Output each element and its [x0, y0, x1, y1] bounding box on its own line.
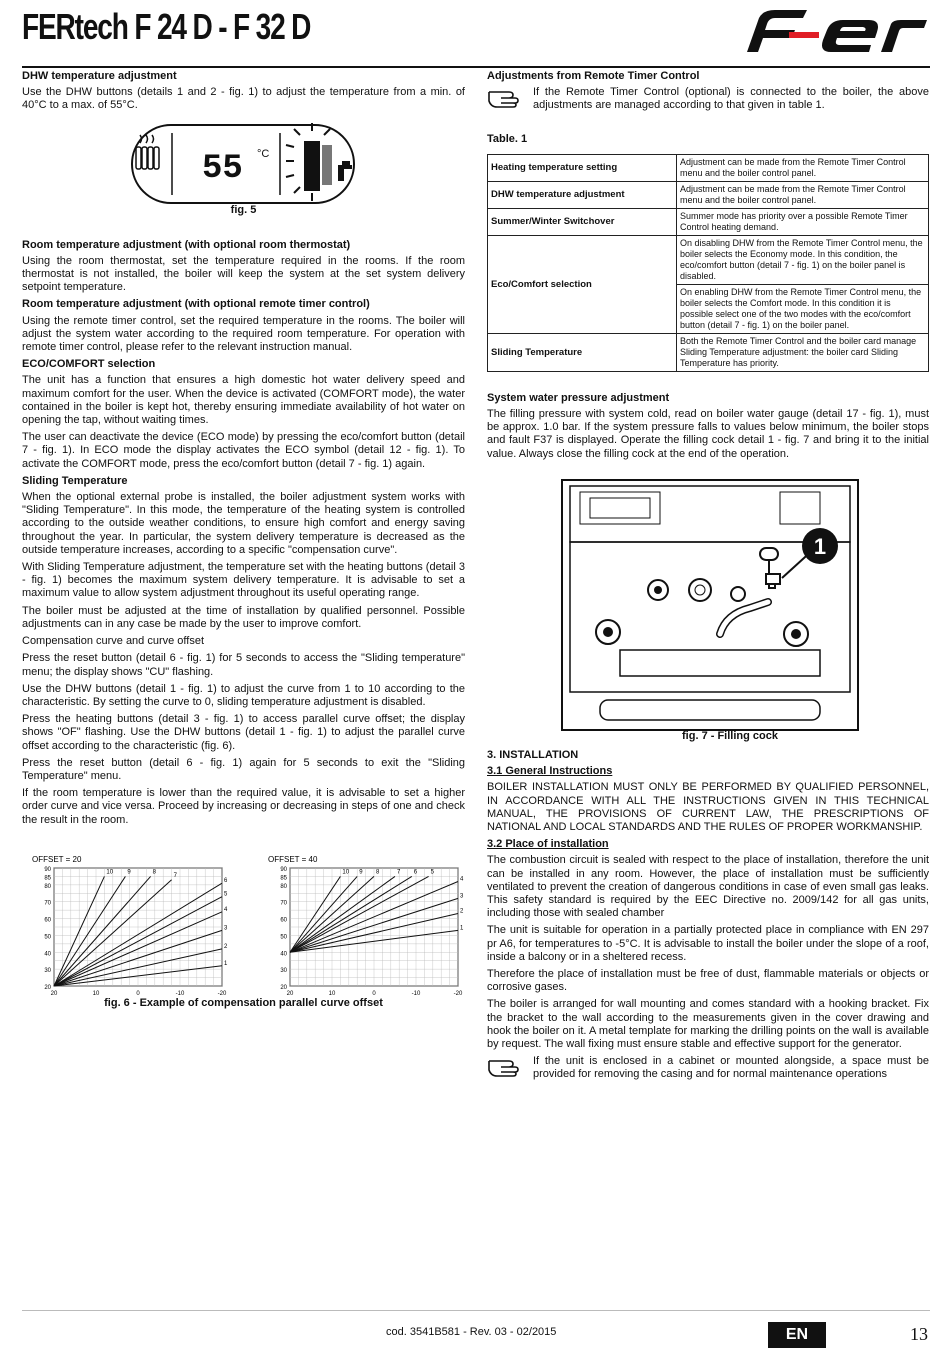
compensation-text-2: Use the DHW buttons (detail 1 - fig. 1) to adjust the curve from 1 to 10 according to the characteristic. By setting the curve to 0, sliding temperature adjustment is disabled. — [22, 682, 465, 708]
general-instructions-text: BOILER INSTALLATION MUST ONLY BE PERFORMED BY QUALIFIED PERSONNEL, IN ACCORDANCE WITH ALL THE INSTRUCTIONS GIVEN IN THIS TECHNICAL MANUAL, THE PROVISIONS OF CURRENT LAW, THE PRESCRIPTIONS OF NATIONAL AND LOCAL STANDARDS AND THE RULES OF PROPER WORKMANSHIP. — [487, 781, 929, 834]
right-column — [487, 70, 929, 465]
eco-comfort-text-1: The unit has a function that ensures a high domestic hot water delivery speed and maximum comfort for the user. When the device is activated (COMFORT mode), the water contained in the boiler is kept hot, thereby ensuring immediate availability of hot water on opening the tap, without waiting times. — [22, 374, 465, 427]
eco-comfort-heading: ECO/COMFORT selection — [22, 358, 156, 371]
fig7-caption: fig. 7 - Filling cock — [682, 730, 778, 742]
pressure-text: The filling pressure with system cold, read on boiler water gauge (detail 17 - fig. 1), must be approx. 1.0 bar. If the system pressure falls to values below minimum, the boiler stops and fault F37 is displayed. Operate the filling cock detail 1 - fig. 7 and bring it to the initial value. Always close the filling cock at the end of the operation. — [487, 408, 929, 460]
language-badge: EN — [768, 1322, 826, 1348]
table-key-cell: DHW temperature adjustment — [488, 181, 677, 208]
place-heading: 3.2 Place of installation — [487, 838, 609, 851]
chart-title: OFFSET = 40 — [268, 855, 318, 864]
y-tick-label: 85 — [44, 875, 51, 882]
installation-heading: 3. INSTALLATION — [487, 749, 579, 761]
curve-label: 7 — [397, 869, 401, 876]
table-row — [488, 333, 929, 371]
curve-label: 2 — [224, 943, 228, 950]
compensation-text-4: Press the reset button (detail 6 - fig. 1) again for 5 seconds to exit the "Sliding Temperature" menu. — [22, 756, 465, 782]
pressure-heading: System water pressure adjustment — [487, 391, 670, 404]
pointing-hand-icon — [487, 86, 527, 108]
remote-heading: Adjustments from Remote Timer Control — [487, 70, 700, 82]
table-key-cell: Sliding Temperature — [488, 333, 677, 371]
y-tick-label: 30 — [44, 968, 51, 975]
dhw-text: Use the DHW buttons (details 1 and 2 - fig. 1) to adjust the temperature from a min. of 40°C to a max. of 55°C. — [22, 86, 465, 112]
y-tick-label: 50 — [44, 934, 51, 941]
fig5-caption: fig. 5 — [230, 203, 257, 216]
general-instructions-heading: 3.1 General Instructions — [487, 765, 613, 778]
header-rule — [22, 66, 930, 68]
x-tick-label: 20 — [50, 991, 58, 997]
y-tick-label: 60 — [280, 917, 287, 924]
curve-label: 6 — [413, 869, 418, 876]
curve-label: 9 — [359, 869, 363, 876]
remote-note — [487, 86, 929, 112]
y-tick-label: 30 — [280, 968, 287, 975]
y-tick-label: 20 — [280, 985, 287, 991]
room-thermostat-heading: Room temperature adjustment (with optional room thermostat) — [22, 238, 351, 251]
x-tick-label: -20 — [453, 991, 463, 997]
compensation-text-5: If the room temperature is lower than the required value, it is advisable to set a higher order curve and vice versa. Proceed by increasing or decreasing in steps of one and check the result in the room. — [22, 787, 465, 826]
x-tick-label: 10 — [328, 991, 336, 997]
table-key-cell: Heating temperature setting — [488, 154, 677, 181]
cabinet-note — [487, 1055, 929, 1081]
eco-comfort-text-2: The user can deactivate the device (ECO mode) by pressing the eco/comfort button (detail 7 - fig. 1). In ECO mode the display activates the ECO symbol (detail 12 - fig. 1). To activate the COMFORT mode, press the eco/comfort button (detail 7 - fig. 1) again. — [22, 431, 465, 470]
room-timer-heading: Room temperature adjustment (with optional remote timer control) — [22, 298, 370, 311]
curve-label: 5 — [224, 891, 228, 898]
chart-title: OFFSET = 20 — [32, 855, 82, 864]
table-row — [488, 235, 929, 284]
y-tick-label: 80 — [280, 883, 287, 890]
curve-label: 5 — [430, 869, 434, 876]
remote-control-table — [487, 154, 929, 372]
compensation-heading: Compensation curve and curve offset — [22, 635, 205, 648]
y-tick-label: 40 — [280, 951, 287, 958]
y-tick-label: 80 — [44, 883, 51, 890]
fig7-callout: 1 — [813, 534, 827, 559]
y-tick-label: 40 — [44, 951, 51, 958]
place-text-2: The unit is suitable for operation in a partially protected place in compliance with EN 297 pr A6, for temperatures to -5°C. It is advisable to install the boiler under the slope of a roof, inside a balcony or in a sheltered recess. — [487, 924, 929, 963]
table-key-cell: Eco/Comfort selection — [488, 235, 677, 333]
dhw-heading: DHW temperature adjustment — [22, 70, 177, 82]
pointing-hand-icon — [487, 1055, 527, 1077]
curve-label: 1 — [460, 925, 464, 932]
x-tick-label: 10 — [92, 991, 100, 997]
place-text-1: The combustion circuit is sealed with respect to the place of installation, therefore the unit can be installed in any room. However, the place of installation must be sufficiently ventilated to prevent the creation of dangerous conditions in case of even small gas leaks. This safety standard is required by the EEC Directive no. 2009/142 for all gas units, including those with sealed chamber — [487, 854, 929, 920]
table-row — [488, 154, 929, 181]
x-tick-label: -10 — [411, 991, 421, 997]
left-column — [22, 70, 465, 831]
room-thermostat-text: Using the room thermostat, set the temperature required in the rooms. If the room thermostat is not installed, the boiler will keep the system at the set system delivery setpoint temperature. — [22, 254, 465, 294]
curve-label: 3 — [460, 893, 464, 900]
fig6-caption: fig. 6 - Example of compensation parallel curve offset — [104, 997, 383, 1009]
table-value-cell: On enabling DHW from the Remote Timer Control menu, the boiler selects the Comfort mode. In this condition it is possible select one of the two modes with the eco/comfort button (detail 7 - fig. 1) on the boiler panel. — [677, 284, 929, 333]
document-code: cod. 3541B581 - Rev. 03 - 02/2015 — [386, 1326, 557, 1338]
fig6-compensation-charts — [22, 852, 465, 1000]
curve-label: 10 — [106, 869, 114, 876]
room-timer-text: Using the remote timer control, set the required temperature in the rooms. The boiler will adjust the system water according to the required room temperature. For operation with remote timer control, please refer to the relevant instruction manual. — [22, 314, 465, 354]
curve-label: 4 — [224, 906, 228, 913]
y-tick-label: 90 — [280, 867, 287, 873]
table-value-cell: Summer mode has priority over a possible Remote Timer Control heating demand. — [677, 208, 929, 235]
footer-rule — [22, 1310, 930, 1311]
installation-section — [487, 749, 929, 1082]
table-value-cell: Adjustment can be made from the Remote Timer Control menu and the boiler control panel. — [677, 154, 929, 181]
place-text-3: Therefore the place of installation must be free of dust, flammable materials or objects or corrosive gases. — [487, 968, 929, 994]
table-caption: Table. 1 — [487, 132, 528, 145]
curve-label: 8 — [152, 869, 156, 876]
table-value-cell: On disabling DHW from the Remote Timer Control menu, the boiler selects the Economy mode. In this condition, the eco/comfort button (detail 7 - fig. 1) on the boiler panel is disabled. — [677, 235, 929, 284]
display-value: 55 — [202, 149, 243, 188]
curve-label: 7 — [173, 872, 177, 879]
x-tick-label: 20 — [286, 991, 294, 997]
compensation-text-1: Press the reset button (detail 6 - fig. 1) for 5 seconds to access the "Sliding temperature" menu; the display shows "CU" flashing. — [22, 652, 465, 678]
y-tick-label: 85 — [280, 875, 287, 882]
curve-label: 1 — [224, 960, 228, 967]
table-row — [488, 181, 929, 208]
curve-label: 2 — [460, 908, 464, 915]
y-tick-label: 70 — [44, 900, 51, 907]
y-tick-label: 70 — [280, 900, 287, 907]
curve-line — [290, 876, 412, 952]
fig7-boiler-drawing — [560, 478, 860, 732]
sliding-text-1: When the optional external probe is installed, the boiler adjustment system works with "Sliding Temperature". In this mode, the temperature of the heating system is controlled according to the outside weather conditions, to ensure high comfort and energy saving throughout the year. In particular, the system delivery temperature is decreased as the outside temperature increases, according to a specific "compensation curve". — [22, 491, 465, 556]
table-row — [488, 208, 929, 235]
y-tick-label: 20 — [44, 985, 51, 991]
curve-label: 3 — [224, 925, 228, 932]
curve-label: 6 — [224, 878, 228, 885]
compensation-text-3: Press the heating buttons (detail 3 - fig. 1) to access parallel curve offset; the display shows "OF" flashing. Use the DHW buttons (detail 1 - fig. 1) to adjust the parallel curve offset according to the characteristic (fig. 6). — [22, 713, 465, 752]
y-tick-label: 90 — [44, 867, 51, 873]
x-tick-label: 0 — [372, 991, 376, 997]
table-value-cell: Adjustment can be made from the Remote Timer Control menu and the boiler control panel. — [677, 181, 929, 208]
x-tick-label: -10 — [175, 991, 185, 997]
display-unit: °C — [257, 147, 270, 160]
cabinet-note-text: If the unit is enclosed in a cabinet or mounted alongside, a space must be provided for removing the casing and for normal maintenance operations — [533, 1055, 929, 1081]
x-tick-label: 0 — [136, 991, 140, 997]
sliding-text-3: The boiler must be adjusted at the time of installation by qualified personnel. Possible adjustments can in any case be made by the user to improve comfort. — [22, 604, 465, 630]
sliding-text-2: With Sliding Temperature adjustment, the temperature set with the heating buttons (detail 3 - fig. 1) becomes the maximum system delivery temperature. It is advisable to set a maximum value to allow system adjustment throughout its useful operating range. — [22, 561, 465, 600]
curve-label: 4 — [460, 876, 464, 883]
curve-label: 8 — [376, 869, 380, 876]
fer-logo — [745, 8, 930, 54]
place-text-4: The boiler is arranged for wall mounting and comes standard with a hooking bracket. Fix the bracket to the wall according to the measurements given in the cover drawing and hook the boiler on it. A metal template for marking the drilling points on the wall is available by request. The wall fixing must ensure stable and effective support for the generator. — [487, 998, 929, 1051]
y-tick-label: 50 — [280, 934, 287, 941]
x-tick-label: -20 — [217, 991, 227, 997]
curve-label: 9 — [127, 869, 131, 876]
fig5-figure — [22, 121, 465, 231]
table-key-cell: Summer/Winter Switchover — [488, 208, 677, 235]
table-value-cell: Both the Remote Timer Control and the boiler card manage Sliding Temperature adjustment: the boiler card Sliding Temperature has priority. — [677, 333, 929, 371]
remote-text: If the Remote Timer Control (optional) is connected to the boiler, the above adjustments are managed according to that given in table 1. — [533, 86, 929, 112]
document-title: FERtech F 24 D - F 32 D — [22, 6, 311, 47]
curve-label: 10 — [342, 869, 350, 876]
y-tick-label: 60 — [44, 917, 51, 924]
sliding-temperature-heading: Sliding Temperature — [22, 474, 128, 487]
page-number: 13 — [910, 1324, 928, 1344]
